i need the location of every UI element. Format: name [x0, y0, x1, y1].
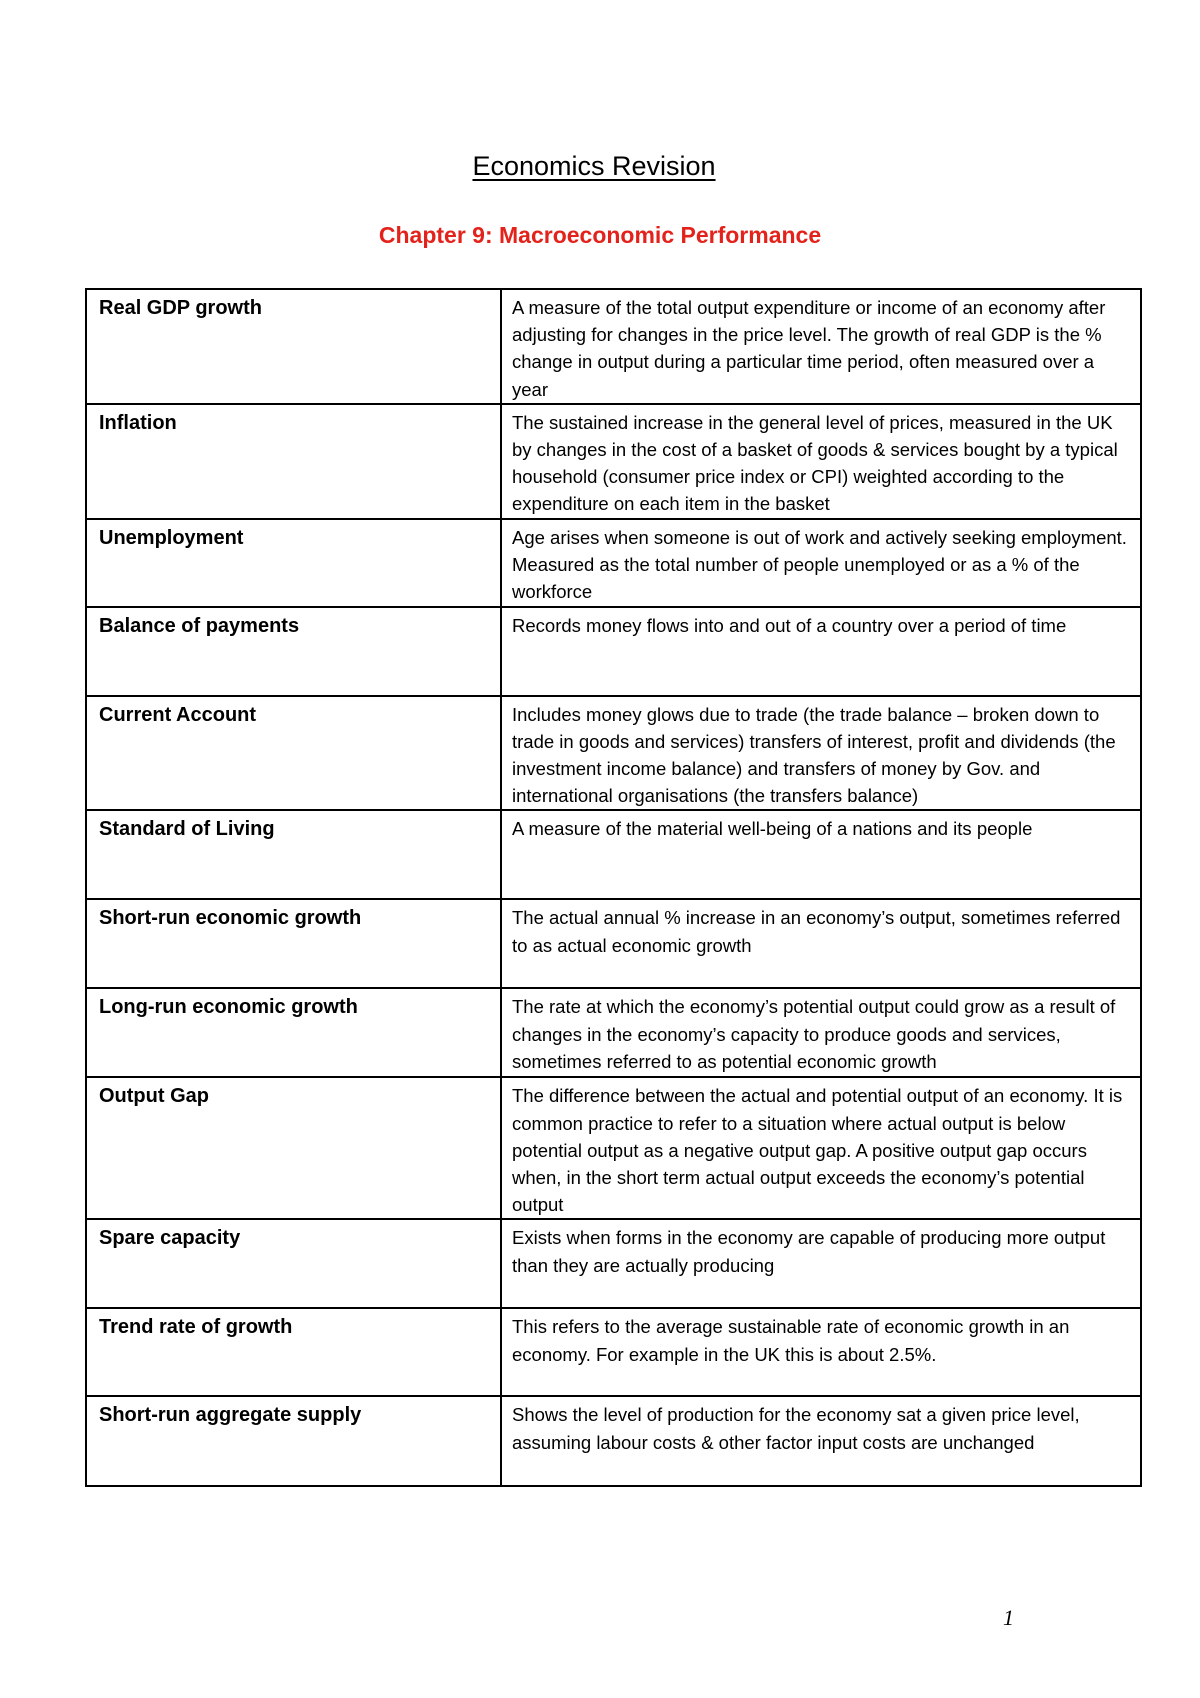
- chapter-heading: Chapter 9: Macroeconomic Performance: [378, 222, 822, 248]
- definition-cell: Includes money glows due to trade (the trade balance – broken down to trade in goods and services) transfers of interest, profit and dividends (the investment income balance) and transfers of money by Gov. and international organisations (the transfers balance): [501, 696, 1141, 811]
- definition-cell: A measure of the material well-being of a nations and its people: [501, 810, 1141, 899]
- term-cell: Current Account: [86, 696, 501, 811]
- table-row: [86, 289, 1141, 404]
- definition-cell: The sustained increase in the general level of prices, measured in the UK by changes in the cost of a basket of goods & services bought by a typical household (consumer price index or CPI) weighted according to the expenditure on each item in the basket: [501, 404, 1141, 519]
- definition-cell: The rate at which the economy’s potential output could grow as a result of changes in the economy’s capacity to produce goods and services, sometimes referred to as potential economic growth: [501, 988, 1141, 1077]
- term-cell: Inflation: [86, 404, 501, 519]
- table-row: [86, 1308, 1141, 1396]
- document-title: [0, 149, 1200, 183]
- definitions-table: [85, 288, 1142, 1487]
- term-cell: Trend rate of growth: [86, 1308, 501, 1396]
- definition-cell: A measure of the total output expenditure or income of an economy after adjusting for changes in the price level. The growth of real GDP is the % change in output during a particular time period, often measured over a year: [501, 289, 1141, 404]
- term-cell: Standard of Living: [86, 810, 501, 899]
- term-cell: Spare capacity: [86, 1219, 501, 1308]
- table-row: [86, 404, 1141, 519]
- table-row: [86, 810, 1141, 899]
- table-row: [86, 899, 1141, 988]
- term-cell: Short-run economic growth: [86, 899, 501, 988]
- definition-cell: The actual annual % increase in an economy’s output, sometimes referred to as actual economic growth: [501, 899, 1141, 988]
- definition-cell: This refers to the average sustainable rate of economic growth in an economy. For example in the UK this is about 2.5%.: [501, 1308, 1141, 1396]
- table-row: [86, 1219, 1141, 1308]
- table-row: [86, 696, 1141, 811]
- term-cell: Output Gap: [86, 1077, 501, 1219]
- term-cell: Short-run aggregate supply: [86, 1396, 501, 1486]
- table-row: [86, 1077, 1141, 1219]
- definition-cell: Records money flows into and out of a country over a period of time: [501, 607, 1141, 696]
- table-row: [86, 1396, 1141, 1486]
- table-row: [86, 519, 1141, 607]
- definition-cell: The difference between the actual and potential output of an economy. It is common practice to refer to a situation where actual output is below potential output as a negative output gap. A positive output gap occurs when, in the short term actual output exceeds the economy’s potential output: [501, 1077, 1141, 1219]
- table-row: [86, 988, 1141, 1077]
- definition-cell: Age arises when someone is out of work and actively seeking employment. Measured as the total number of people unemployed or as a % of the workforce: [501, 519, 1141, 607]
- page-number: 1: [1003, 1605, 1014, 1630]
- term-cell: Unemployment: [86, 519, 501, 607]
- definition-cell: Exists when forms in the economy are capable of producing more output than they are actually producing: [501, 1219, 1141, 1308]
- definition-cell: Shows the level of production for the economy sat a given price level, assuming labour costs & other factor input costs are unchanged: [501, 1396, 1141, 1486]
- document-title-text: Economics Revision: [472, 151, 716, 181]
- term-cell: Balance of payments: [86, 607, 501, 696]
- table-row: [86, 607, 1141, 696]
- term-cell: Real GDP growth: [86, 289, 501, 404]
- term-cell: Long-run economic growth: [86, 988, 501, 1077]
